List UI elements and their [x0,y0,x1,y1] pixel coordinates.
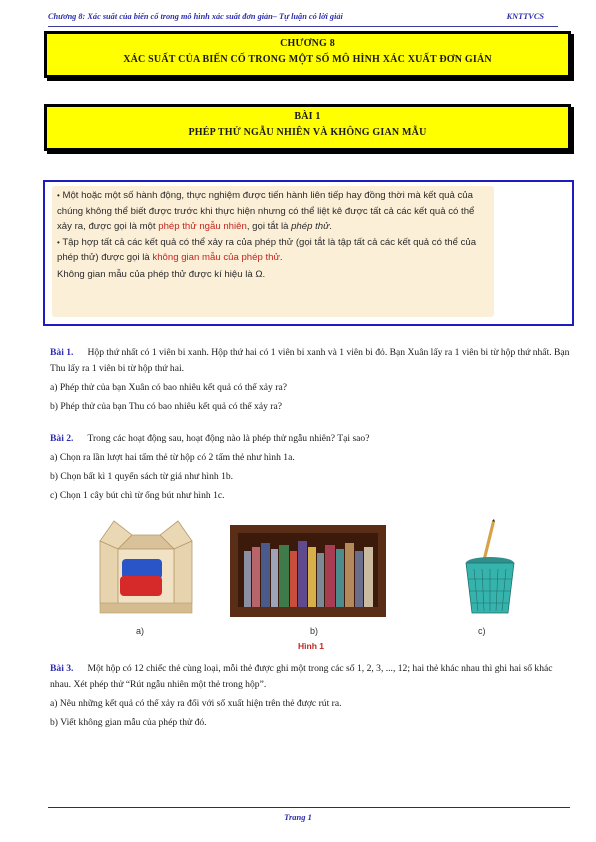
chapter-title-box [44,31,571,78]
exercise-1-part-a: a) Phép thử của bạn Xuân có bao nhiêu kết quả có thể xảy ra? [50,382,287,393]
page-number: Trang 1 [284,812,312,822]
exercise-1-part-b: b) Phép thử của bạn Thu có bao nhiêu kết quả có thể xảy ra? [50,401,282,412]
term-sample-space: không gian mẫu của phép thử [152,252,280,264]
header-chapter-title: Chương 8: Xác suất của biến cố trong mô hình xác suất đơn giản– Tự luận có lời giải [48,12,343,21]
open-box-with-cards-icon [92,519,200,619]
lesson-title-box [44,104,571,151]
chapter-name: XÁC SUẤT CỦA BIẾN CỐ TRONG MỘT SỐ MÔ HÌNH XÁC XUẤT ĐƠN GIẢN [123,54,492,65]
lesson-number: BÀI 1 [294,111,321,122]
definition-content [52,186,494,317]
exercise-3-label: Bài 3. [50,663,74,674]
exercise-1-label: Bài 1. [50,347,74,358]
exercise-1-statement: Bài 1. Hộp thứ nhất có 1 viên bi xanh. Hộp thứ hai có 1 viên bi xanh và 1 viên bi đỏ. Bạn Xuân lấy ra 1 viên bi từ hộp thứ nhất. Bạn Thu lấy ra 1 viên bi từ hộp thứ hai. [50,347,570,374]
chapter-number: CHƯƠNG 8 [280,38,335,49]
footer-divider [48,807,570,808]
exercise-2-label: Bài 2. [50,433,74,444]
figure-caption: Hình 1 [298,641,324,651]
exercise-2-part-c: c) Chọn 1 cây bút chì từ ống bút như hình 1c. [50,490,225,501]
definition-bullet-2: • Tập hợp tất cả các kết quả có thể xảy ra của phép thử (gọi tắt là tập tất cả các kết quả có thể của phép thử) được gọi là không gian mẫu của phép thử. [57,236,477,264]
exercise-3-statement: Bài 3. Một hộp có 12 chiếc thẻ cùng loại, mỗi thẻ được ghi một trong các số 1, 2, 3, ..., 12; hai thẻ khác nhau thì ghi hai số khác nhau. Xét phép thử “Rút ngẫu nhiên một thẻ trong hộp”. [50,663,553,690]
figure-label-a: a) [136,626,145,636]
term-experiment: phép thử [291,221,330,233]
figure-label-b: b) [310,626,319,636]
lesson-name: PHÉP THỬ NGẪU NHIÊN VÀ KHÔNG GIAN MẪU [188,127,427,138]
exercise-2 [50,431,570,504]
exercise-1 [50,345,570,415]
definition-bullet-1: • Một hoặc một số hành động, thực nghiệm được tiến hành liên tiếp hay đồng thời mà kết quả của chúng không thể biết được trước khi thực hiện nhưng có thể liệt kê được tất cả các kết quả có thể xảy ra, được gọi là một phép thử ngẫu nhiên, gọi tắt là phép thử. [57,190,475,233]
exercise-3-part-a: a) Nêu những kết quả có thể xảy ra đối với số xuất hiện trên thẻ được rút ra. [50,698,342,709]
exercise-2-statement: Bài 2. Trong các hoạt động sau, hoạt động nào là phép thử ngẫu nhiên? Tại sao? [50,433,370,444]
bookshelf-icon [228,521,388,621]
exercise-2-part-b: b) Chọn bất kì 1 quyển sách từ giá như hình 1b. [50,471,234,482]
exercise-3-part-b: b) Viết không gian mẫu của phép thử đó. [50,717,207,728]
term-random-experiment: phép thử ngẫu nhiên [158,221,247,233]
definition-box [43,180,574,326]
page-header [48,12,558,27]
pencil-cup-icon [454,519,524,619]
figure-1 [92,519,524,657]
exercise-2-part-a: a) Chọn ra lần lượt hai tấm thẻ từ hộp có 2 tấm thẻ như hình 1a. [50,452,295,463]
definition-notation: Không gian mẫu của phép thử được kí hiệu là Ω. [57,268,266,280]
header-code: KNTTVCS [506,12,544,21]
exercise-3 [50,661,570,731]
figure-label-c: c) [478,626,486,636]
